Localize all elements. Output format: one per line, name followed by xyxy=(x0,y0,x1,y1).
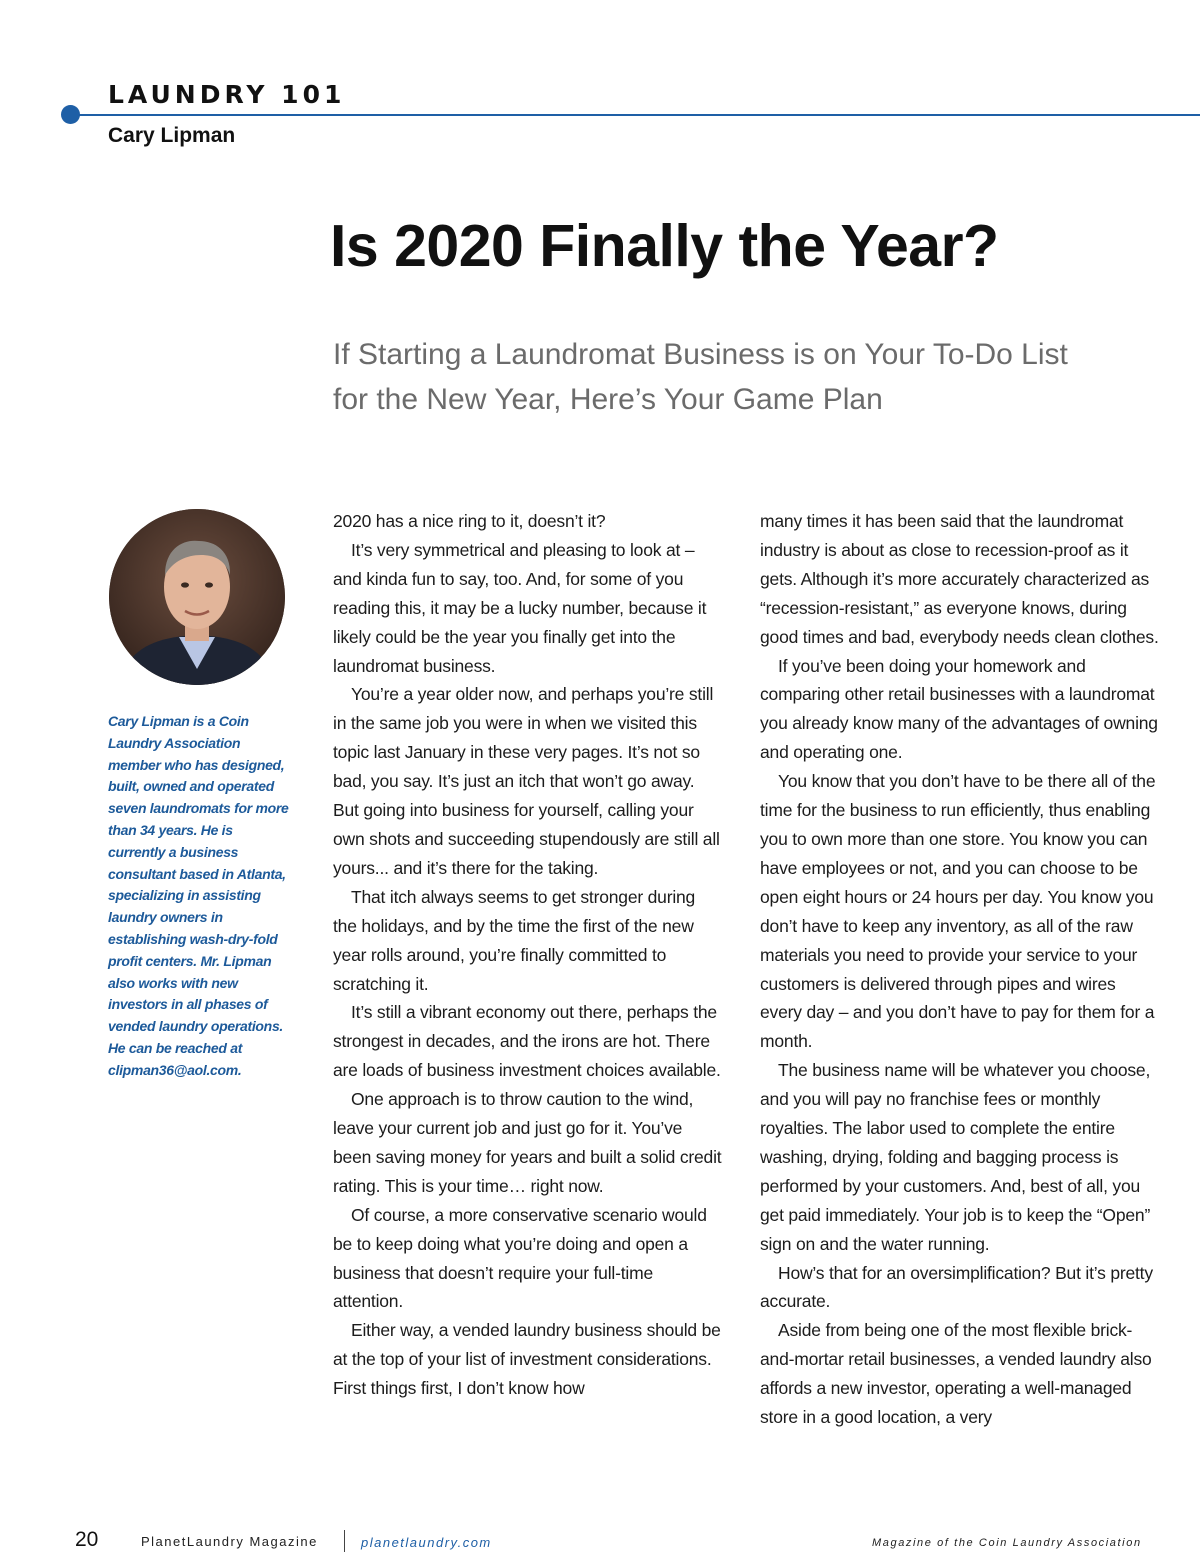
magazine-name: PlanetLaundry Magazine xyxy=(141,1534,318,1549)
article-title: Is 2020 Finally the Year? xyxy=(330,213,999,279)
footer-divider xyxy=(344,1530,345,1552)
author-name: Cary Lipman xyxy=(108,124,236,147)
paragraph: Either way, a vended laundry business should be at the top of your list of investment considerations. First things first, I don’t know how xyxy=(333,1320,721,1399)
paragraph: If you’ve been doing your homework and comparing other retail businesses with a laundromat you already know many of the advantages of owning and operating one. xyxy=(760,655,1158,763)
article-column-1 xyxy=(333,507,723,1403)
paragraph: Of course, a more conservative scenario would be to keep doing what you’re doing and open a business that doesn’t require your full-time attention. xyxy=(333,1204,707,1312)
paragraph: That itch always seems to get stronger during the holidays, and by the time the first of the new year rolls around, you’re finally committed to scratching it. xyxy=(333,886,696,994)
header-rule xyxy=(70,114,1200,116)
author-portrait-image xyxy=(109,509,285,685)
magazine-tagline: Magazine of the Coin Laundry Association xyxy=(872,1537,1142,1549)
paragraph: How’s that for an oversimplification? But it’s pretty accurate. xyxy=(760,1262,1153,1312)
author-photo xyxy=(109,509,285,685)
website-link[interactable]: planetlaundry.com xyxy=(361,1535,492,1550)
article-column-2 xyxy=(760,507,1160,1432)
paragraph: It’s still a vibrant economy out there, perhaps the strongest in decades, and the irons are hot. There are loads of business investment choices available. xyxy=(333,1002,721,1081)
paragraph: many times it has been said that the laundromat industry is about as close to recession-proof as it gets. Although it’s more accurately characterized as “recession-resistant,” as everyone knows, during good times and bad, everybody needs clean clothes. xyxy=(760,511,1159,647)
page-number: 20 xyxy=(75,1528,99,1551)
paragraph: 2020 has a nice ring to it, doesn’t it? xyxy=(333,511,606,531)
header-dot xyxy=(61,105,80,124)
paragraph: Aside from being one of the most flexible brick-and-mortar retail businesses, a vended laundry also affords a new investor, operating a well-managed store in a good location, a very xyxy=(760,1320,1152,1428)
paragraph: One approach is to throw caution to the wind, leave your current job and just go for it. You’ve been saving money for years and built a solid credit rating. This is your time… right now. xyxy=(333,1089,722,1196)
paragraph: You’re a year older now, and perhaps you’re still in the same job you were in when we visited this topic last January in these very pages. It’s not so bad, you say. It’s just an itch that won’t go away. But going into business for yourself, calling your own shots and succeeding stupendously are still all yours... and it’s there for the taking. xyxy=(333,684,720,878)
article-subtitle: If Starting a Laundromat Business is on Your To-Do List for the New Year, Here’s Your Game Plan xyxy=(333,338,1068,416)
paragraph: The business name will be whatever you choose, and you will pay no franchise fees or monthly royalties. The labor used to complete the entire washing, drying, folding and bagging process is performed by your customers. And, best of all, you get paid immediately. Your job is to keep the “Open” sign on and the water running. xyxy=(760,1060,1151,1254)
paragraph: It’s very symmetrical and pleasing to look at – and kinda fun to say, too. And, for some of you reading this, it may be a lucky number, because it likely could be the year you finally get into the laundromat business. xyxy=(333,539,707,676)
author-bio: Cary Lipman is a Coin Laundry Association member who has designed, built, owned and operated seven laundromats for more than 34 years. He is currently a business consultant based in Atlanta, specializing in assisting laundry owners in establishing wash-dry-fold profit centers. Mr. Lipman also works with new investors in all phases of vended laundry operations. He can be reached at clipman36@aol.com. xyxy=(108,713,289,1078)
section-label: LAUNDRY 101 xyxy=(108,80,346,109)
paragraph: You know that you don’t have to be there all of the time for the business to run efficiently, thus enabling you to own more than one store. You know you can have employees or not, and you can choose to be open eight hours or 24 hours per day. You know you don’t have to keep any inventory, as all of the raw materials you need to provide your service to your customers is delivered through pipes and wires every day – and you don’t have to pay for them for a month. xyxy=(760,771,1156,1052)
